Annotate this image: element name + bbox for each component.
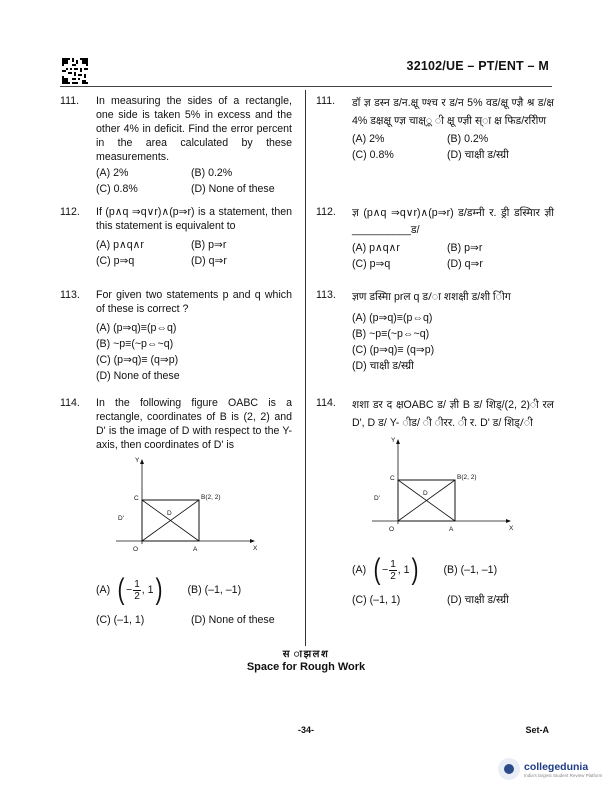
column-divider xyxy=(305,90,306,646)
option-c: (C) (p⇒q)≡ (q⇒p) xyxy=(352,344,435,356)
question-text: If (p∧q ⇒q∨r)∧(p⇒r) is a statement, then this statement is equivalent to xyxy=(96,206,292,232)
question-text: ज्ञ (p∧q ⇒q∨r)∧(p⇒r) ड/डम्नी र. ड्री डस्मिार ज्ञी __________ड/ xyxy=(352,207,554,236)
option-a: (A) p∧q∧r xyxy=(96,239,144,251)
option-c: (C) p⇒q xyxy=(352,258,391,270)
minus-sign: − xyxy=(382,564,389,576)
question-text: ज्ञण डस्मिा prल q ड/ा शशक्षी ड/शी ीिग xyxy=(352,291,511,303)
question-111-hindi xyxy=(316,94,554,205)
option-d: (D) चाक्षी ड/स्ग्री xyxy=(447,149,509,161)
option-c: (C) p⇒q xyxy=(96,255,135,267)
option-b: (B) (–1, –1) xyxy=(187,584,242,596)
question-number: 112. xyxy=(60,206,80,218)
question-text: For given two statements p and q which of these is correct ? xyxy=(96,289,292,315)
english-column xyxy=(60,94,292,628)
question-number: 114. xyxy=(60,397,80,409)
fraction-numerator: 1 xyxy=(390,558,396,570)
page-number: -34- xyxy=(297,725,314,735)
option-a-label: (A) xyxy=(96,584,111,596)
option-b: (B) p⇒r xyxy=(447,242,483,254)
option-a-rest: , 1 xyxy=(141,584,154,596)
option-c: (C) (–1, 1) xyxy=(96,614,145,626)
question-112-hindi xyxy=(316,205,554,288)
option-d: (D) None of these xyxy=(191,614,275,626)
option-b: (B) ~p≡(~p⇔~q) xyxy=(352,328,430,340)
y-axis-label: Y xyxy=(391,437,396,444)
option-a: (A) p∧q∧r xyxy=(352,242,400,254)
option-b: (B) p⇒r xyxy=(191,239,227,251)
question-number: 113. xyxy=(316,289,336,301)
fraction-numerator: 1 xyxy=(134,578,140,590)
point-o-label: O xyxy=(389,526,395,533)
question-113 xyxy=(60,288,292,396)
option-d: (D) चाक्षी ड/स्ग्री xyxy=(447,594,509,606)
question-text: In measuring the sides of a rectangle, one side is taken 5% in excess and the other 4% in deficit. Find the error percent in the area calculated by these measurements. xyxy=(96,95,292,163)
question-111 xyxy=(60,94,292,205)
point-c-label: C xyxy=(390,475,395,482)
question-text: In the following figure OABC is a rectangle, coordinates of B is (2, 2) and D' is the image of D with respect to the Y-axis, then coordinates of D' is xyxy=(96,397,292,451)
option-a-label: (A) xyxy=(352,564,367,576)
qr-code-icon xyxy=(62,58,88,84)
paper-code: 32102/UE – PT/ENT – M xyxy=(406,59,549,73)
option-c: (C) (–1, 1) xyxy=(352,594,401,606)
option-a: (A) ( − $\frac{1}{2}$ , 1 ) (B) (–1, –1) xyxy=(96,573,242,606)
minus-sign: − xyxy=(126,584,133,596)
rough-work-label: Space for Rough Work xyxy=(246,661,366,673)
question-114-hindi xyxy=(316,396,554,608)
point-o-label: O xyxy=(133,546,139,553)
option-d: (D) None of these xyxy=(96,370,180,382)
option-a: (A) (p⇒q)≡(p⇔q) xyxy=(352,312,433,324)
question-number: 113. xyxy=(60,289,80,301)
point-d-label: D xyxy=(167,510,172,517)
fraction-denominator: 2 xyxy=(134,590,140,602)
question-number: 114. xyxy=(316,397,336,409)
option-b: (B) 0.2% xyxy=(447,133,489,145)
fraction-denominator: 2 xyxy=(390,570,396,582)
rectangle-figure xyxy=(102,454,262,566)
question-number: 112. xyxy=(316,206,336,218)
question-112 xyxy=(60,205,292,288)
question-text: डॉ ज्ञ डस्न ड/न.क्षू ण्श्च र ड/न 5% वड/क्षू ण्ज्ञै श्र ड/क्ष 4% डक्षक्षू ण्ज्ञ चाक्ष्ू ी क्षू ण्ज्ञी स्ा क्ष फिड/ररिीण xyxy=(352,97,554,127)
option-c: (C) 0.8% xyxy=(96,183,138,195)
rectangle-figure xyxy=(358,434,518,546)
option-a-rest: , 1 xyxy=(397,564,410,576)
point-c-label: C xyxy=(134,495,139,502)
question-number: 111. xyxy=(316,95,336,107)
option-c: (C) (p⇒q)≡ (q⇒p) xyxy=(96,354,179,366)
y-axis-label: Y xyxy=(135,457,140,464)
brand-watermark xyxy=(498,758,602,780)
option-b: (B) ~p≡(~p⇔~q) xyxy=(96,338,174,350)
rough-work-label-hindi: स ाझलश xyxy=(282,649,330,660)
option-b: (B) 0.2% xyxy=(191,167,233,179)
option-d: (D) None of these xyxy=(191,183,275,195)
brand-tagline: India's largest Student Review Platform xyxy=(524,772,603,778)
point-dprime-label: D' xyxy=(374,495,380,502)
question-114 xyxy=(60,396,292,628)
brand-name: collegedunia xyxy=(524,760,589,773)
point-dprime-label: D' xyxy=(118,515,124,522)
option-d: (D) q⇒r xyxy=(191,255,227,267)
point-a-label: A xyxy=(193,546,198,553)
option-a: (A) 2% xyxy=(96,167,129,179)
point-d-label: D xyxy=(423,490,428,497)
hindi-column xyxy=(316,94,554,608)
set-label: Set-A xyxy=(525,725,549,735)
x-axis-label: X xyxy=(253,545,258,552)
option-c: (C) 0.8% xyxy=(352,149,394,161)
point-b-label: B(2, 2) xyxy=(457,474,477,481)
point-b-label: B(2, 2) xyxy=(201,494,221,501)
option-d: (D) q⇒r xyxy=(447,258,483,270)
x-axis-label: X xyxy=(509,525,514,532)
option-d: (D) चाक्षी ड/स्ग्री xyxy=(352,360,414,372)
question-number: 111. xyxy=(60,95,80,107)
option-a: (A) (p⇒q)≡(p⇔q) xyxy=(96,322,177,334)
option-a: (A) 2% xyxy=(352,133,385,145)
brand-logo-icon xyxy=(498,758,520,780)
option-a: (A) ( − $\frac{1}{2}$ , 1 ) (B) (–1, –1) xyxy=(352,553,498,586)
question-text: शशा डर द क्षOABC ड/ ज्ञी B ड/ शिड्/(2, 2)ी रल D', D ड/ Y- ीड/ ी ीरर. ी र. D' ड/ शिड्/ी xyxy=(352,399,554,429)
header-divider xyxy=(60,86,552,87)
question-113-hindi xyxy=(316,288,554,396)
point-a-label: A xyxy=(449,526,454,533)
option-b: (B) (–1, –1) xyxy=(443,564,498,576)
